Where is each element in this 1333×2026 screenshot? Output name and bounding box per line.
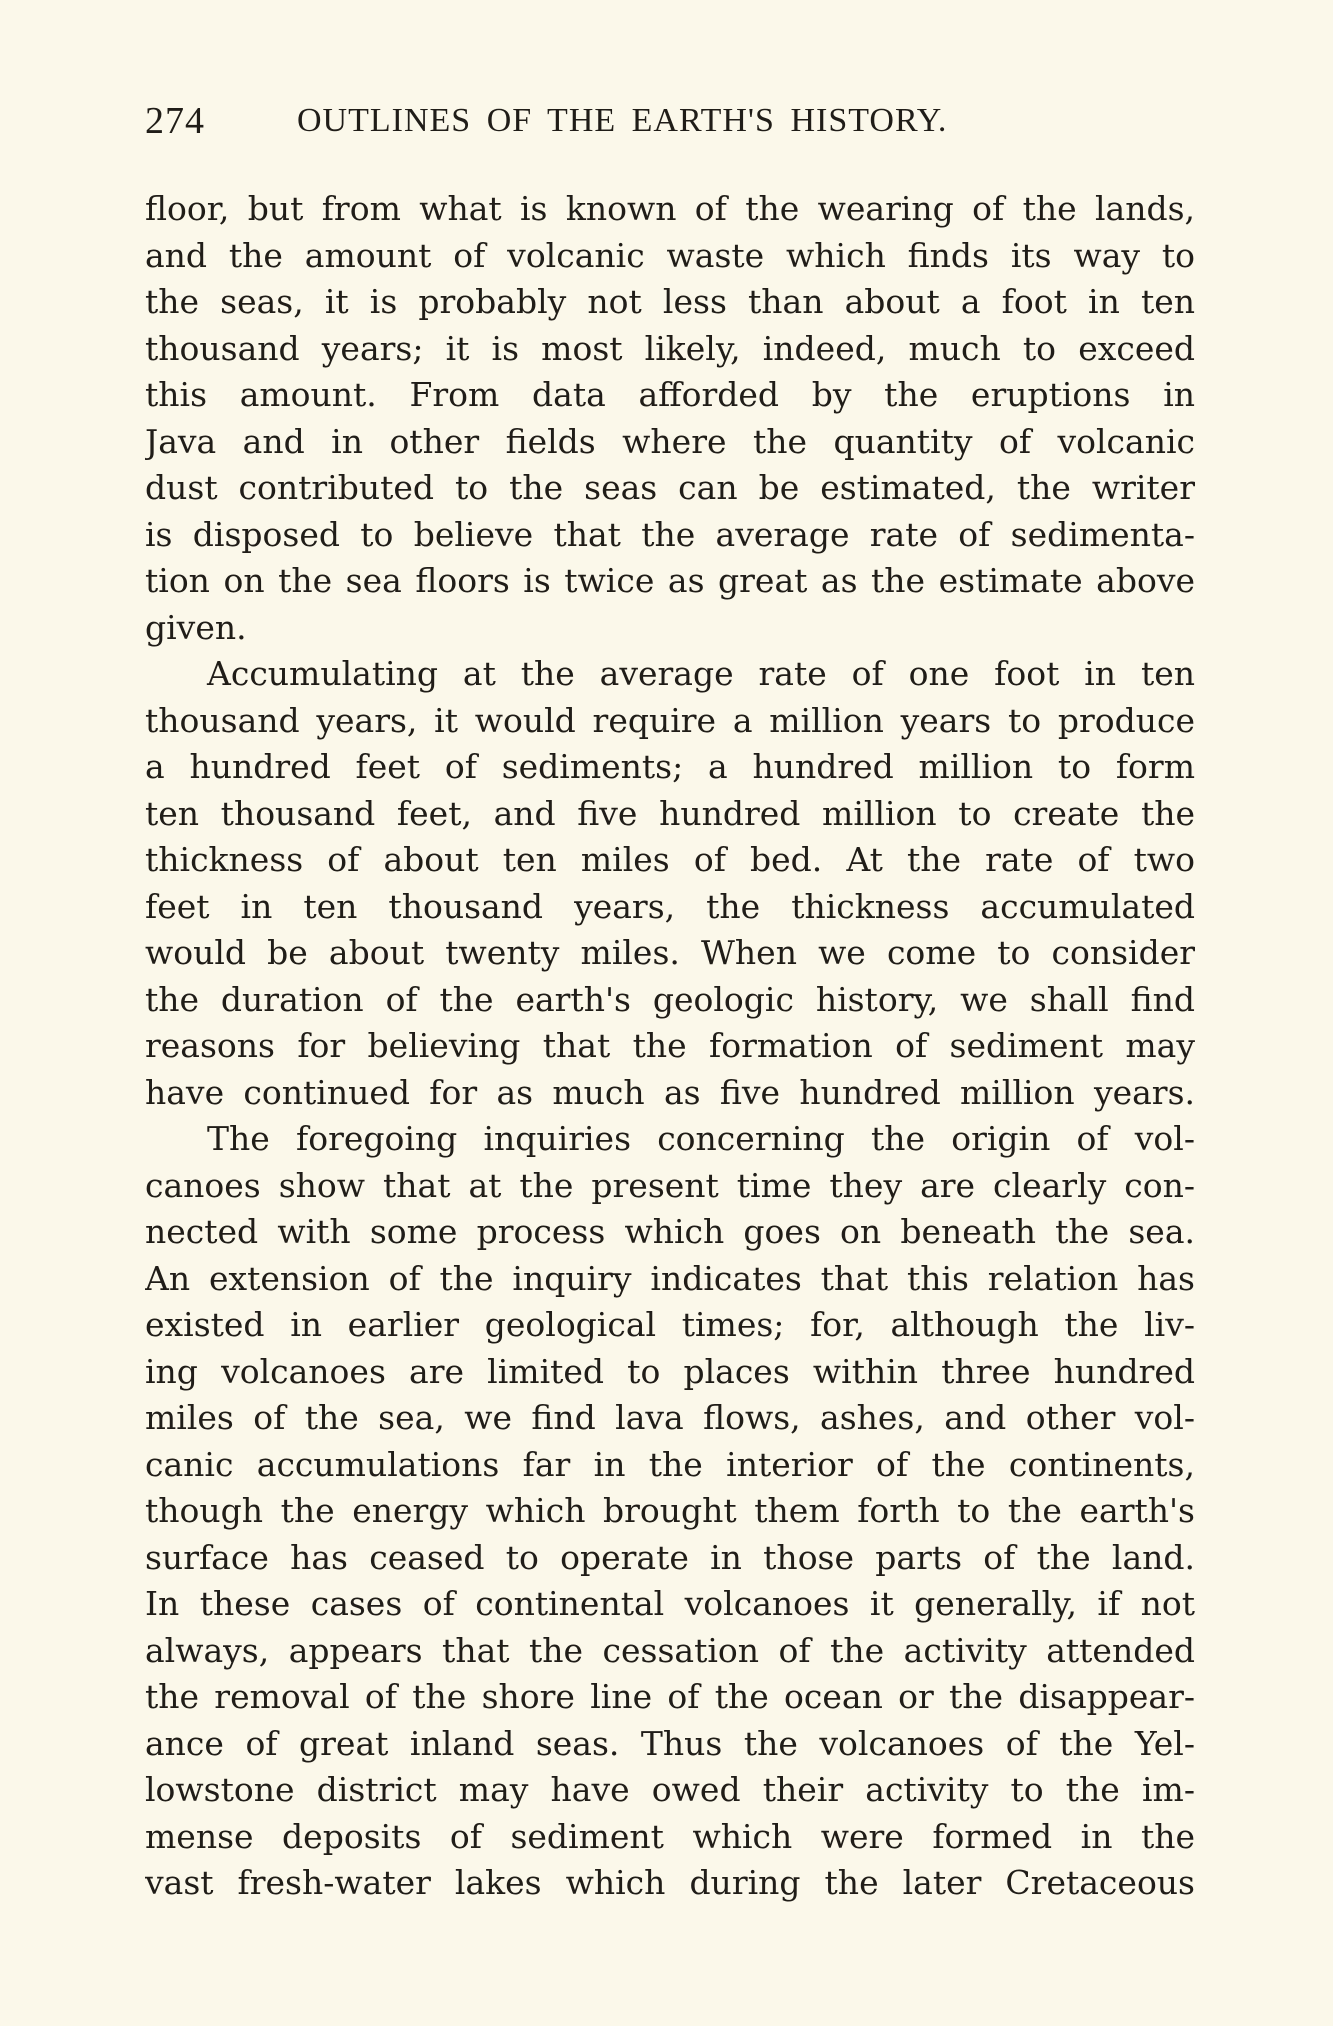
- text-line: nected with some process which goes on beneath the sea.: [145, 1212, 1195, 1251]
- text-line: the duration of the earth's geologic history, we shall find: [145, 979, 1195, 1019]
- text-line: the seas, it is probably not less than about a foot in ten: [145, 282, 1195, 321]
- text-line: vast fresh-water lakes which during the later Cretaceous: [145, 1863, 1195, 1902]
- text-line: miles of the sea, we find lava flows, ashes, and other vol-: [145, 1398, 1195, 1437]
- running-head: [145, 96, 1205, 146]
- text-line: dust contributed to the seas can be estimated, the writer: [145, 468, 1195, 507]
- body-text: [145, 186, 1195, 1907]
- text-line: ing volcanoes are limited to places within three hundred: [145, 1351, 1195, 1391]
- running-title: OUTLINES OF THE EARTH'S HISTORY.: [297, 102, 948, 139]
- text-line: Java and in other fields where the quantity of volcanic: [145, 421, 1195, 461]
- page-number: 274: [145, 100, 205, 142]
- text-line: In these cases of continental volcanoes it generally, if not: [145, 1584, 1195, 1623]
- text-line: and the amount of volcanic waste which finds its way to: [145, 235, 1195, 275]
- text-line: would be about twenty miles. When we come to consider: [145, 933, 1195, 972]
- text-line: is disposed to believe that the average rate of sedimenta-: [145, 514, 1195, 554]
- text-line: a hundred feet of sediments; a hundred million to form: [145, 747, 1195, 786]
- text-line: existed in earlier geological times; for, although the liv-: [145, 1305, 1195, 1344]
- paragraph-first-line: Accumulating at the average rate of one foot in ten: [207, 654, 1195, 693]
- text-line: ance of great inland seas. Thus the volcanoes of the Yel-: [145, 1723, 1195, 1763]
- text-line: always, appears that the cessation of the activity attended: [145, 1630, 1195, 1670]
- text-line: An extension of the inquiry indicates that this relation has: [145, 1258, 1195, 1298]
- text-line: this amount. From data afforded by the eruptions in: [145, 375, 1195, 414]
- text-line: ten thousand feet, and five hundred million to create the: [145, 793, 1195, 833]
- paragraph-first-line: The foregoing inquiries concerning the origin of vol-: [207, 1119, 1195, 1158]
- text-line: have continued for as much as five hundred million years.: [145, 1072, 1195, 1112]
- text-line: mense deposits of sediment which were formed in the: [145, 1816, 1195, 1856]
- text-line: canic accumulations far in the interior of the continents,: [145, 1444, 1195, 1484]
- text-line: though the energy which brought them forth to the earth's: [145, 1491, 1195, 1530]
- text-line: surface has ceased to operate in those parts of the land.: [145, 1537, 1195, 1577]
- text-line: thousand years; it is most likely, indeed, much to exceed: [145, 328, 1195, 368]
- text-line: thousand years, it would require a million years to produce: [145, 700, 1195, 740]
- text-line: reasons for believing that the formation of sediment may: [145, 1026, 1195, 1065]
- text-line: thickness of about ten miles of bed. At the rate of two: [145, 840, 1195, 879]
- text-line: floor, but from what is known of the wearing of the lands,: [145, 189, 1195, 228]
- text-line: canoes show that at the present time they are clearly con-: [145, 1165, 1195, 1205]
- text-line: tion on the sea floors is twice as great as the estimate above: [145, 561, 1195, 600]
- text-line: feet in ten thousand years, the thickness accumulated: [145, 886, 1195, 926]
- text-line: the removal of the shore line of the ocean or the disappear-: [145, 1677, 1195, 1716]
- text-line: given.: [145, 607, 247, 647]
- text-line: lowstone district may have owed their activity to the im-: [145, 1770, 1195, 1809]
